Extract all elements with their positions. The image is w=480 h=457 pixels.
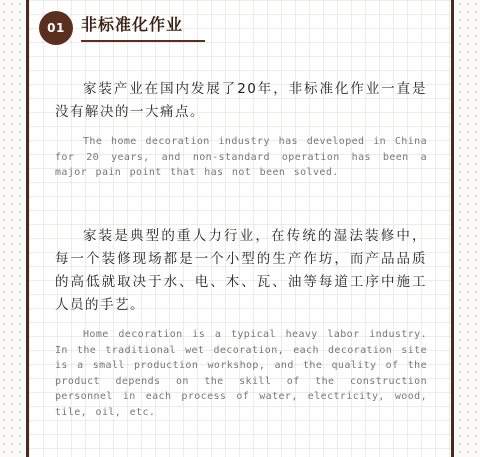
paragraph-1-chinese: 家装产业在国内发展了20年，非标准化作业一直是没有解决的一大痛点。 (55, 81, 427, 120)
section-title: 非标准化作业 (81, 15, 184, 34)
paragraph-2-chinese: 家装是典型的重人力行业，在传统的湿法装修中，每一个装修现场都是一个小型的生产作坊，而产品品质的高低就取决于水、电、木、瓦、油等每道工序中施工人员的手艺。 (55, 228, 427, 313)
paragraph-1-english: The home decoration industry has developed in China for 20 years, and non-standard operation has been a major pain point that has not been solved. (55, 136, 427, 178)
section-header (39, 10, 205, 46)
section-title-underline (81, 14, 205, 42)
paragraph-2-english: Home decoration is a typical heavy labor industry. In the traditional wet decoration, each decoration site is a small production workshop, and the quality of the product depends on the skill of the construction personnel in each process of water, electricity, wood, tile, oil, etc. (55, 329, 427, 418)
section-number-badge: 01 (39, 11, 73, 45)
